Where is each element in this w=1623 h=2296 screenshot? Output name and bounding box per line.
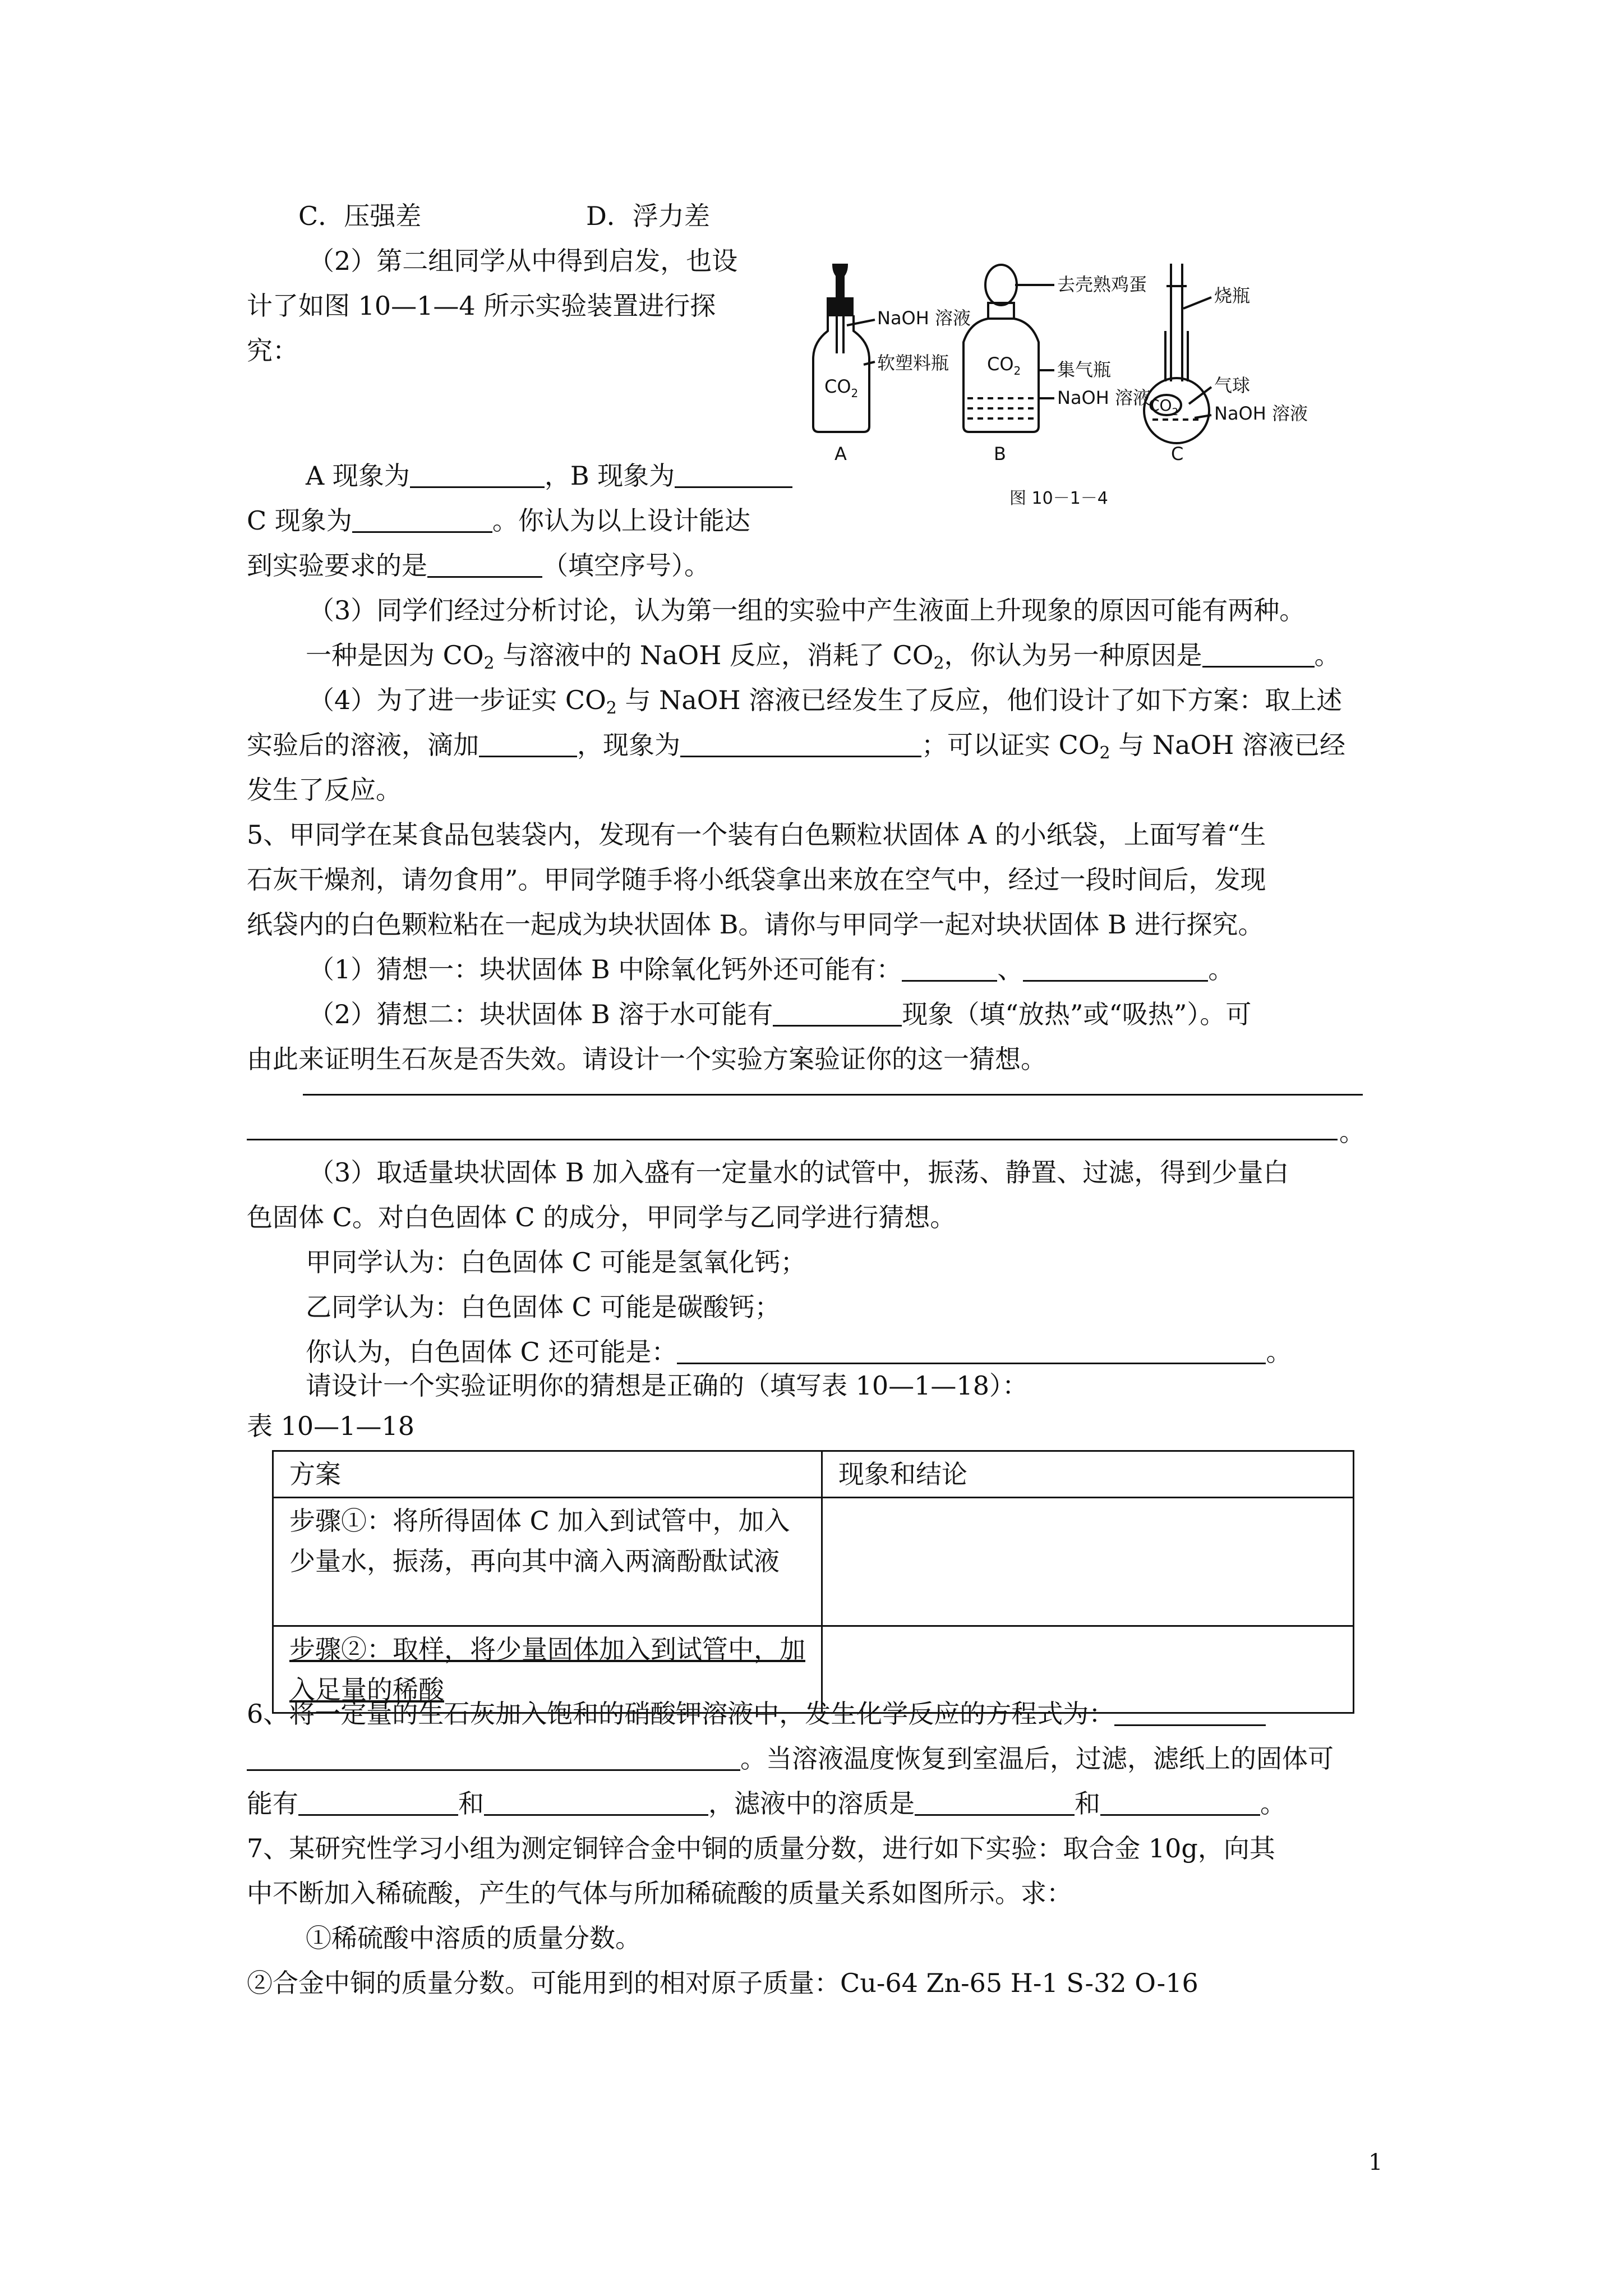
fig-a-gas: $CO_2$ [824, 376, 859, 400]
figure-caption: 图 10－1－4 [1009, 489, 1108, 508]
blank-equation-a[interactable] [1114, 1700, 1266, 1726]
q4-part2-line3: 究： [247, 335, 298, 366]
step1-cell: 步骤①：将所得固体 C 加入到试管中，加入少量水，振荡，再向其中滴入两滴酚酞试液 [273, 1498, 822, 1626]
blank-reagent[interactable] [479, 731, 577, 757]
q5-intro-line2: 石灰干燥剂，请勿食用”。甲同学随手将小纸袋拿出来放在空气中，经过一段时间后，发现 [247, 864, 1266, 895]
fig-a-bottle: 软塑料瓶 [877, 352, 949, 374]
q5-yi-guess: 乙同学认为：白色固体 C 可能是碳酸钙； [306, 1292, 781, 1322]
answer-line-end: 。 [1339, 1117, 1365, 1147]
fig-c-flask: 烧瓶 [1214, 285, 1251, 306]
blank-b-phenomenon[interactable] [675, 462, 792, 488]
q4-part3-line2: 一种是因为 CO2 与溶液中的 NaOH 反应，消耗了 CO2，你认为另一种原因是 。 [306, 640, 1340, 673]
q4-part2-line1: （2）第二组同学从中得到启发，也设 [308, 246, 738, 276]
blank-c-phenomenon[interactable] [352, 507, 492, 533]
fig-a-naoh: NaOH 溶液 [877, 307, 971, 329]
q5-guess2-line1: （2）猜想二：块状固体 B 溶于水可能有 现象（填“放热”或“吸热”）。可 [308, 999, 1252, 1029]
q4-part3-line1: （3）同学们经过分析讨论，认为第一组的实验中产生液面上升现象的原因可能有两种。 [308, 595, 1306, 625]
header-plan: 方案 [273, 1451, 822, 1498]
q5-guess2-line2: 由此来证明生石灰是否失效。请设计一个实验方案验证你的这一猜想。 [247, 1044, 1046, 1074]
q5-guess1: （1）猜想一：块状固体 B 中除氧化钙外还可能有： 、 。 [308, 954, 1234, 984]
q5-your-guess: 你认为，白色固体 C 还可能是： 。 [306, 1337, 1292, 1367]
step1-result-cell[interactable] [822, 1498, 1354, 1626]
blank-solid-2[interactable] [484, 1789, 708, 1816]
blank-a-phenomenon[interactable] [410, 462, 545, 488]
fig-c-balloon: 气球 [1214, 375, 1251, 396]
option-d: D．浮力差 [586, 201, 710, 231]
fig-a-letter: A [834, 443, 847, 464]
blank-phenomenon[interactable] [680, 731, 921, 757]
experiment-table [272, 1450, 1354, 1714]
q7-line2: 中不断加入稀硫酸，产生的气体与所加稀硫酸的质量关系如图所示。求： [247, 1878, 1072, 1908]
q7-sub1: ①稀硫酸中溶质的质量分数。 [306, 1923, 641, 1953]
q6-line1: 6、将一定量的生石灰加入饱和的硝酸钾溶液中，发生化学反应的方程式为： [247, 1697, 1266, 1731]
q4-part4-line3: 发生了反应。 [247, 775, 402, 805]
q5-intro-line1: 5、甲同学在某食品包装袋内，发现有一个装有白色颗粒状固体 A 的小纸袋，上面写着“生 [247, 820, 1266, 850]
fig-b-egg: 去壳熟鸡蛋 [1057, 274, 1147, 295]
fig-b-naoh: NaOH 溶液 [1057, 387, 1151, 408]
answer-line-2[interactable] [247, 1139, 1338, 1140]
q7-line1: 7、某研究性学习小组为测定铜锌合金中铜的质量分数，进行如下实验：取合金 10g，向其 [247, 1833, 1275, 1864]
blank-solid-c[interactable] [677, 1338, 1266, 1364]
q4-part4-line2: 实验后的溶液，滴加 ，现象为 ；可以证实 CO2 与 NaOH 溶液已经 [247, 730, 1345, 763]
blank-other-reason[interactable] [1202, 641, 1315, 668]
q4-part4-line1: （4）为了进一步证实 CO2 与 NaOH 溶液已经发生了反应，他们设计了如下方案：取上述 [308, 685, 1343, 718]
table-caption: 表 10—1—18 [247, 1411, 414, 1441]
q5-part3-line1: （3）取适量块状固体 B 加入盛有一定量水的试管中，振荡、静置、过滤，得到少量白 [308, 1157, 1289, 1188]
blank-equation-b[interactable] [247, 1745, 740, 1771]
q5-part3-line2: 色固体 C。对白色固体 C 的成分，甲同学与乙同学进行猜想。 [247, 1202, 956, 1232]
fig-b-bottle: 集气瓶 [1057, 359, 1112, 380]
blank-heat[interactable] [773, 1000, 902, 1027]
q7-sub2: ②合金中铜的质量分数。可能用到的相对原子质量：Cu-64 Zn-65 H-1 S-32 O-16 [247, 1968, 1198, 1998]
fig-b-gas: $CO_2$ [987, 353, 1021, 378]
q4-part2-phenomena-ab: A 现象为 ，B 现象为 [306, 459, 792, 493]
figure-10-1-4 [808, 264, 1335, 516]
q6-line3: 能有 和 ，滤液中的溶质是 和 。 [247, 1788, 1286, 1819]
q5-jia-guess: 甲同学认为：白色固体 C 可能是氢氧化钙； [306, 1247, 806, 1277]
q5-design-prompt: 请设计一个实验证明你的猜想是正确的（填写表 10—1—18）： [306, 1370, 1028, 1401]
q4-part2-phenomenon-c: C 现象为 。你认为以上设计能达 [247, 505, 750, 536]
q4-part2-design-answer: 到实验要求的是 （填空序号）。 [247, 550, 710, 581]
blank-guess1-a[interactable] [902, 955, 997, 982]
apparatus-b [963, 265, 1039, 432]
answer-line-1[interactable] [303, 1094, 1363, 1096]
header-result: 现象和结论 [822, 1451, 1354, 1498]
fig-c-naoh: NaOH 溶液 [1214, 403, 1308, 424]
blank-solid-1[interactable] [298, 1789, 458, 1816]
fig-c-gas: $CO_2$ [1149, 396, 1179, 418]
blank-solute-2[interactable] [1100, 1789, 1260, 1816]
blank-guess1-b[interactable] [1023, 955, 1208, 982]
fig-c-letter: C [1171, 443, 1184, 464]
blank-design-choice[interactable] [427, 551, 542, 578]
step2-cell: 步骤②：取样，将少量固体加入到试管中，加入足量的稀酸 [273, 1626, 822, 1713]
apparatus-a [813, 264, 869, 432]
option-c: C．压强差 [298, 201, 422, 231]
fig-b-letter: B [994, 443, 1006, 464]
blank-solute-1[interactable] [915, 1789, 1075, 1816]
q4-part2-line2: 计了如图 10—1—4 所示实验装置进行探 [247, 291, 716, 321]
page-number: 1 [1368, 2150, 1383, 2175]
q6-line2: 。当溶液温度恢复到室温后，过滤，滤纸上的固体可 [247, 1742, 1334, 1775]
q5-intro-line3: 纸袋内的白色颗粒粘在一起成为块状固体 B。请你与甲同学一起对块状固体 B 进行探究。 [247, 909, 1264, 940]
